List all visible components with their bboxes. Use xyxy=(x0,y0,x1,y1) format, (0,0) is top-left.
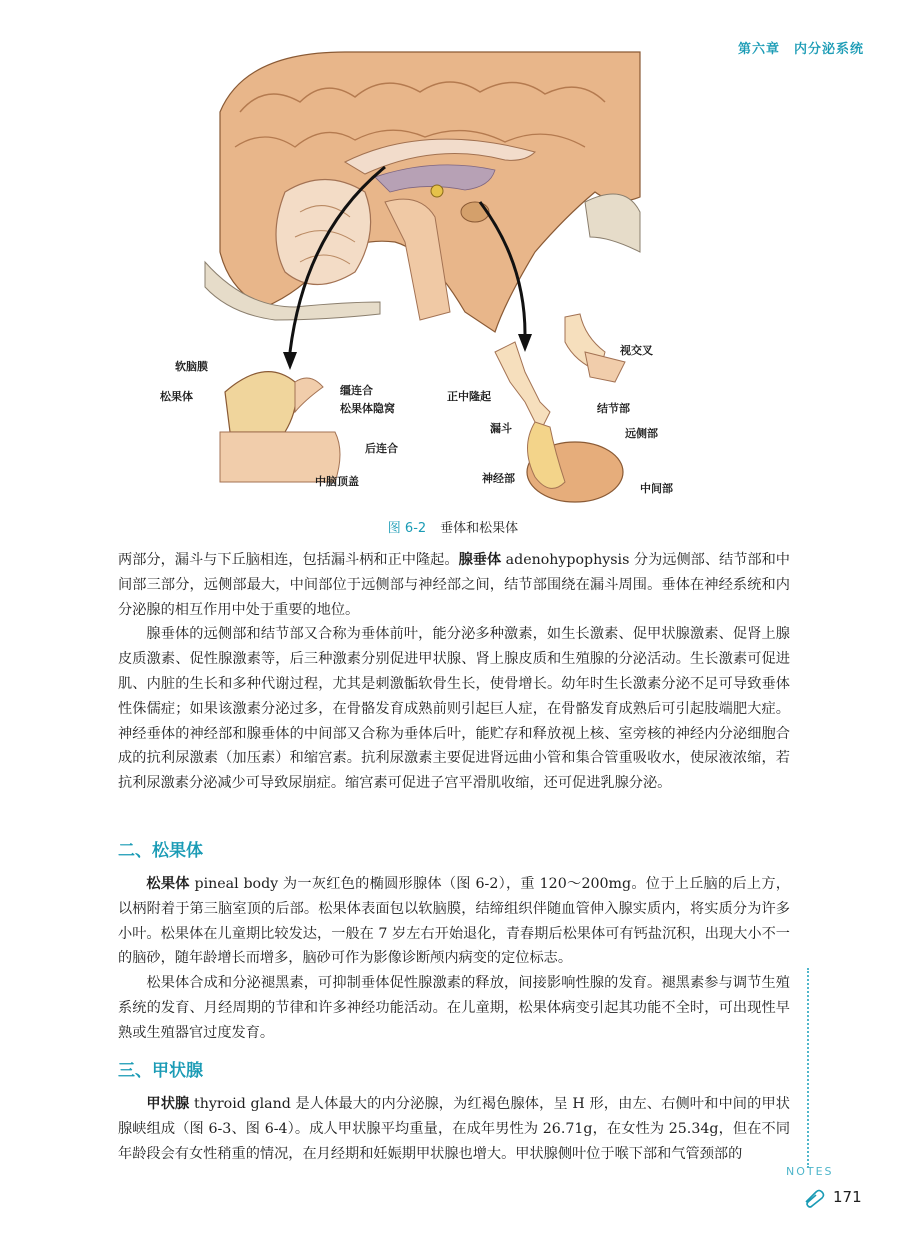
figure-caption xyxy=(0,517,906,536)
figure-number: 图 6-2 xyxy=(387,521,427,536)
label-pars-nervosa: 神经部 xyxy=(482,472,515,485)
section-heading-thyroid: 三、甲状腺 xyxy=(118,1061,203,1081)
para1-rest: adenohypophysis 分为远侧部、结节部和中间部三部分，远侧部最大，中间部位于远侧部与神经部之间，结节部围绕在漏斗周围。垂体在神经系统和内分泌腺的相互作用中处于重要的地位。 xyxy=(118,552,790,618)
para4: 松果体合成和分泌褪黑素，可抑制垂体促性腺激素的释放，间接影响性腺的发育。褪黑素参与调节生殖系统的发育、月经周期的节律和许多神经功能活动。在儿童期，松果体病变引起其功能不全时，可出现性早熟或生殖器官过度发育。 xyxy=(118,975,790,1041)
label-pineal: 松果体 xyxy=(160,390,193,403)
para5 xyxy=(118,1092,790,1166)
notes-label: NOTES xyxy=(786,1165,834,1178)
paragraph-thyroid xyxy=(118,1092,790,1166)
para3-rest: pineal body 为一灰红色的椭圆形腺体（图 6-2），重 120～200mg。位于上丘脑的后上方，以柄附着于第三脑室顶的后部。松果体表面包以软脑膜，结缔组织伴随血管伸入腺实质内，将实质分为许多小叶。松果体在儿童期比较发达，一般在 7 岁左右开始退化，青春期后松果体可有钙盐沉积，出现大小不一的脑砂，随年龄增长而增多，脑砂可作为影像诊断颅内病变的定位标志。 xyxy=(118,876,790,967)
para1-text: 两部分，漏斗与下丘脑相连，包括漏斗柄和正中隆起。 xyxy=(118,552,459,568)
label-pars-distalis: 远侧部 xyxy=(625,427,658,440)
label-habenular: 缰连合 xyxy=(340,384,373,397)
page-number: 171 xyxy=(833,1188,862,1206)
label-soft-membrane: 软脑膜 xyxy=(175,360,208,373)
label-pineal-recess: 松果体隐窝 xyxy=(340,402,395,415)
label-pars-intermedia: 中间部 xyxy=(640,482,673,495)
label-infundibulum: 漏斗 xyxy=(490,422,512,435)
para5-rest: thyroid gland 是人体最大的内分泌腺，为红褐色腺体，呈 H 形，由左、右侧叶和中间的甲状腺峡组成（图 6-3、图 6-4）。成人甲状腺平均重量，在成年男性为 26.71g，在女性为 25.34g，但在不同年龄段会有女性稍重的情况，在月经期和妊娠期甲状腺也增大。甲状腺侧叶位于喉下部和气管颈部的 xyxy=(118,1096,791,1162)
paragraph-pituitary xyxy=(118,548,790,796)
label-tectum: 中脑顶盖 xyxy=(315,475,359,488)
figure-caption-text: 垂体和松果体 xyxy=(440,521,519,536)
paperclip-icon xyxy=(802,1188,826,1208)
label-median-eminence: 正中隆起 xyxy=(447,390,491,403)
paragraph-pineal xyxy=(118,872,790,1046)
notes-divider xyxy=(807,968,809,1168)
label-posterior-commissure: 后连合 xyxy=(365,442,398,455)
label-pars-tuberalis: 结节部 xyxy=(597,402,630,415)
label-optic-chiasm: 视交叉 xyxy=(620,344,653,357)
term-thyroid-gland: 甲状腺 xyxy=(146,1096,190,1112)
term-pineal-body: 松果体 xyxy=(146,876,190,892)
section-heading-pineal: 二、松果体 xyxy=(118,841,203,861)
para1 xyxy=(118,548,790,622)
pituitary-pineal-figure xyxy=(160,52,673,495)
chapter-header: 第六章 内分泌系统 xyxy=(737,42,864,57)
term-adenohypophysis: 腺垂体 xyxy=(458,552,502,568)
para3 xyxy=(118,872,790,971)
para2: 腺垂体的远侧部和结节部又合称为垂体前叶，能分泌多种激素，如生长激素、促甲状腺激素、促肾上腺皮质激素、促性腺激素等，后三种激素分别促进甲状腺、肾上腺皮质和生殖腺的分泌活动。生长激素可促进肌、内脏的生长和多种代谢过程，尤其是刺激骺软骨生长，使骨增长。幼年时生长激素分泌不足可导致垂体性侏儒症；如果该激素分泌过多，在骨骼发育成熟前则引起巨人症，在骨骼发育成熟后可引起肢端肥大症。神经垂体的神经部和腺垂体的中间部又合称为垂体后叶，能贮存和释放视上核、室旁核的神经内分泌细胞合成的抗利尿激素（加压素）和缩宫素。抗利尿激素主要促进肾远曲小管和集合管重吸收水，使尿液浓缩，若抗利尿激素分泌减少可导致尿崩症。缩宫素可促进子宫平滑肌收缩，还可促进乳腺分泌。 xyxy=(118,626,790,792)
